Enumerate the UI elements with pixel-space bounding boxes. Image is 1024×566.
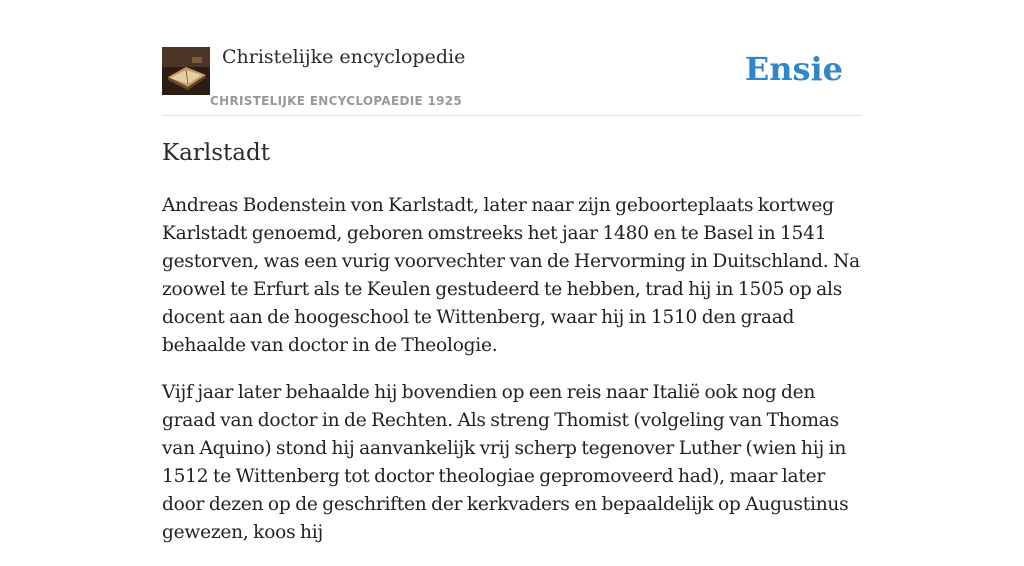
- article-paragraph: Vijf jaar later behaalde hij bovendien op een reis naar Italië ook nog den graad van doctor in de Rechten. Als streng Thomist (volgeling van Thomas van Aquino) stond hij aanvankelijk vrij scherp tegenover Luther (wien hij in 1512 te Wittenberg tot doctor theologiae gepromoveerd had), maar later door dezen op de geschriften der kerkvaders en bepaaldelijk op Augustinus gewezen, koos hij: [162, 382, 849, 543]
- article-body: [162, 192, 862, 566]
- site-title[interactable]: Christelijke encyclopedie: [222, 46, 466, 68]
- article-paragraph: Andreas Bodenstein von Karlstadt, later naar zijn geboorteplaats kortweg Karlstadt genoemd, geboren omstreeks het jaar 1480 en te Basel in 1541 gestorven, was een vurig voorvechter van de Hervorming in Duitschland. Na zoowel te Erfurt als te Keulen gestudeerd te hebben, trad hij in 1505 op als docent aan de hoogeschool te Wittenberg, waar hij in 1510 den graad behaalde van doctor in de Theologie.: [162, 195, 860, 356]
- avatar[interactable]: [162, 47, 210, 95]
- book-photo-icon: [162, 47, 210, 95]
- page-container: [162, 0, 862, 543]
- article-title: Karlstadt: [162, 140, 270, 166]
- brand-logo[interactable]: Ensie: [744, 50, 843, 88]
- site-header: [162, 0, 862, 116]
- site-subtitle: CHRISTELIJKE ENCYCLOPAEDIE 1925: [210, 94, 463, 108]
